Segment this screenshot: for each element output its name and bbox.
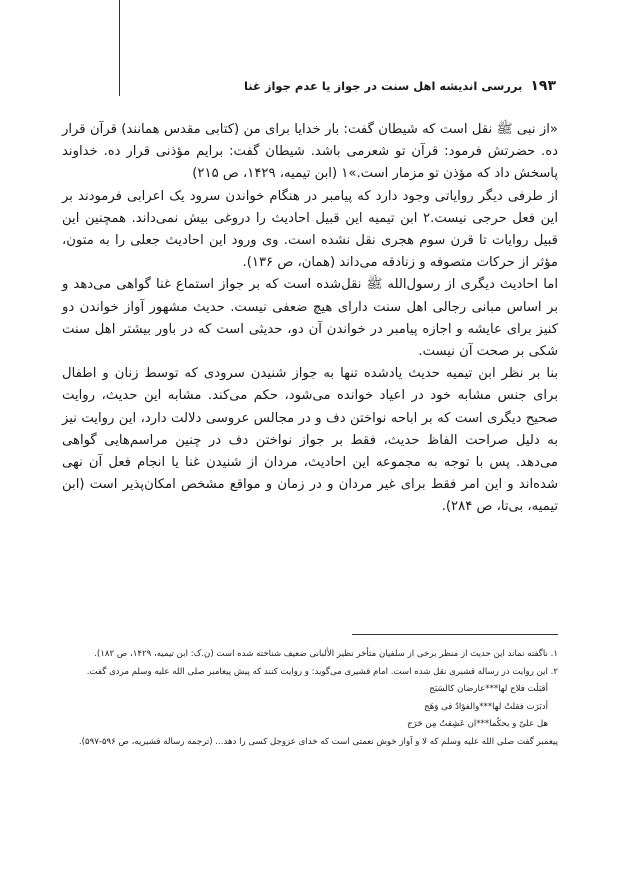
verse-line-3: هل علیّ و یحکُما***ان عَشِقتُ مِن حَرَج [407, 719, 548, 730]
footnote-1: ۱. ناگفته نماند این حدیث از منظر برخی از سلفیان متأخر نظیر الألبانی ضعیف شناخته شده است (ن.ک: ابن تیمیه، ۱۴۲۹، ص ۱۸۲). [94, 649, 558, 659]
verse-line-2: أدبَرَت فقلتُ لها***والفؤادُ فی وَهَج [424, 701, 548, 712]
header-vertical-rule [119, 0, 120, 96]
footnote-2: ۲. این روایت در رساله قشیری نقل شده است. امام قشیری می‌گوید: و روایت کنند که پیش پیغامبر صلی الله علیه وسلم مردی گفت. [86, 666, 558, 677]
running-header [125, 78, 556, 94]
footnote-2-continued: پیغمبر گفت صلی الله علیه وسلم که لا و آواز خوش نعمتی است که خدای عزوجل کسی را دهد... (ترجمه رساله قشیریه، ص ۵۹۶-۵۹۷). [78, 736, 558, 747]
paragraph-2: از طرفی دیگر روایاتی وجود دارد که پیامبر در هنگام خواندن سرود یک اعرابی فرمودند بر این فعل حرجی نیست.۲ ابن تیمیه این قبیل احادیث را دروغی بیش نمی‌داند. همچنین این قبیل روایات تا قرن سوم هجری نقل نشده است. وی ورود این احادیث جعلی را به متون، مؤثر از حرکات متصوفه و زنادقه می‌داند (همان، ص ۱۳۶). [62, 188, 558, 271]
footnotes [62, 646, 558, 752]
paragraph-4: بنا بر نظر ابن تیمیه حدیث یادشده تنها به جواز شنیدن سرودی که توسط زنان و اطفال برای جنس مشابه خود در اعیاد خوانده می‌شود، حکم می‌کند. مشابه این حدیث، روایت صحیح دیگری است که بر اباحه نواختن دف و در مجالس عروسی دلالت دارد، این روایت نیز به دلیل صراحت الفاظ حدیث، فقط بر جواز نواختن دف در چنین مراسم‌هایی گواهی می‌دهد. پس با توجه به مجموعه این احادیث، مردان از شنیدن غنا یا انجام فعل آن نهی شده‌اند و این امر فقط برای غیر مردان و در زمان و مواقع مشخص امکان‌پذیر است (ابن تیمیه، بی‌تا، ص ۲۸۴). [62, 366, 558, 515]
verse-line-1: أقبَلَت فلاح لها***عارضان کالسَبَج [429, 684, 548, 695]
paragraph-3: اما احادیث دیگری از رسول‌الله ﷺ نقل‌شده است که بر جواز استماع غنا گواهی می‌دهد و بر اساس مبانی رجالی اهل سنت دارای هیچ ضعفی نیست. حدیث مشهور آواز خواندن دو کنیز برای عایشه و اجازه پیامبر در خواندن آن دو، حدیثی است که در باور بیشتر اهل سنت شکی بر صحت آن نیست. [62, 277, 558, 360]
page-number: ۱۹۳ [530, 78, 556, 94]
body-text [62, 119, 558, 519]
paragraph-1: «از نبی ﷺ نقل است که شیطان گفت: بار خدایا برای من (کتابی مقدس همانند) قرآن قرار ده. حضرتش فرمود: قرآن تو شعرمی باشد. شیطان گفت: برایم مؤذنی قرار ده. خداوند پاسخش داد که مؤذن تو مزمار است.»۱ (ابن تیمیه، ۱۴۲۹، ص ۲۱۵) [62, 122, 558, 182]
running-title: بررسی اندیشه اهل سنت در جواز یا عدم جواز غنا [243, 79, 523, 93]
footnote-separator [352, 634, 558, 635]
